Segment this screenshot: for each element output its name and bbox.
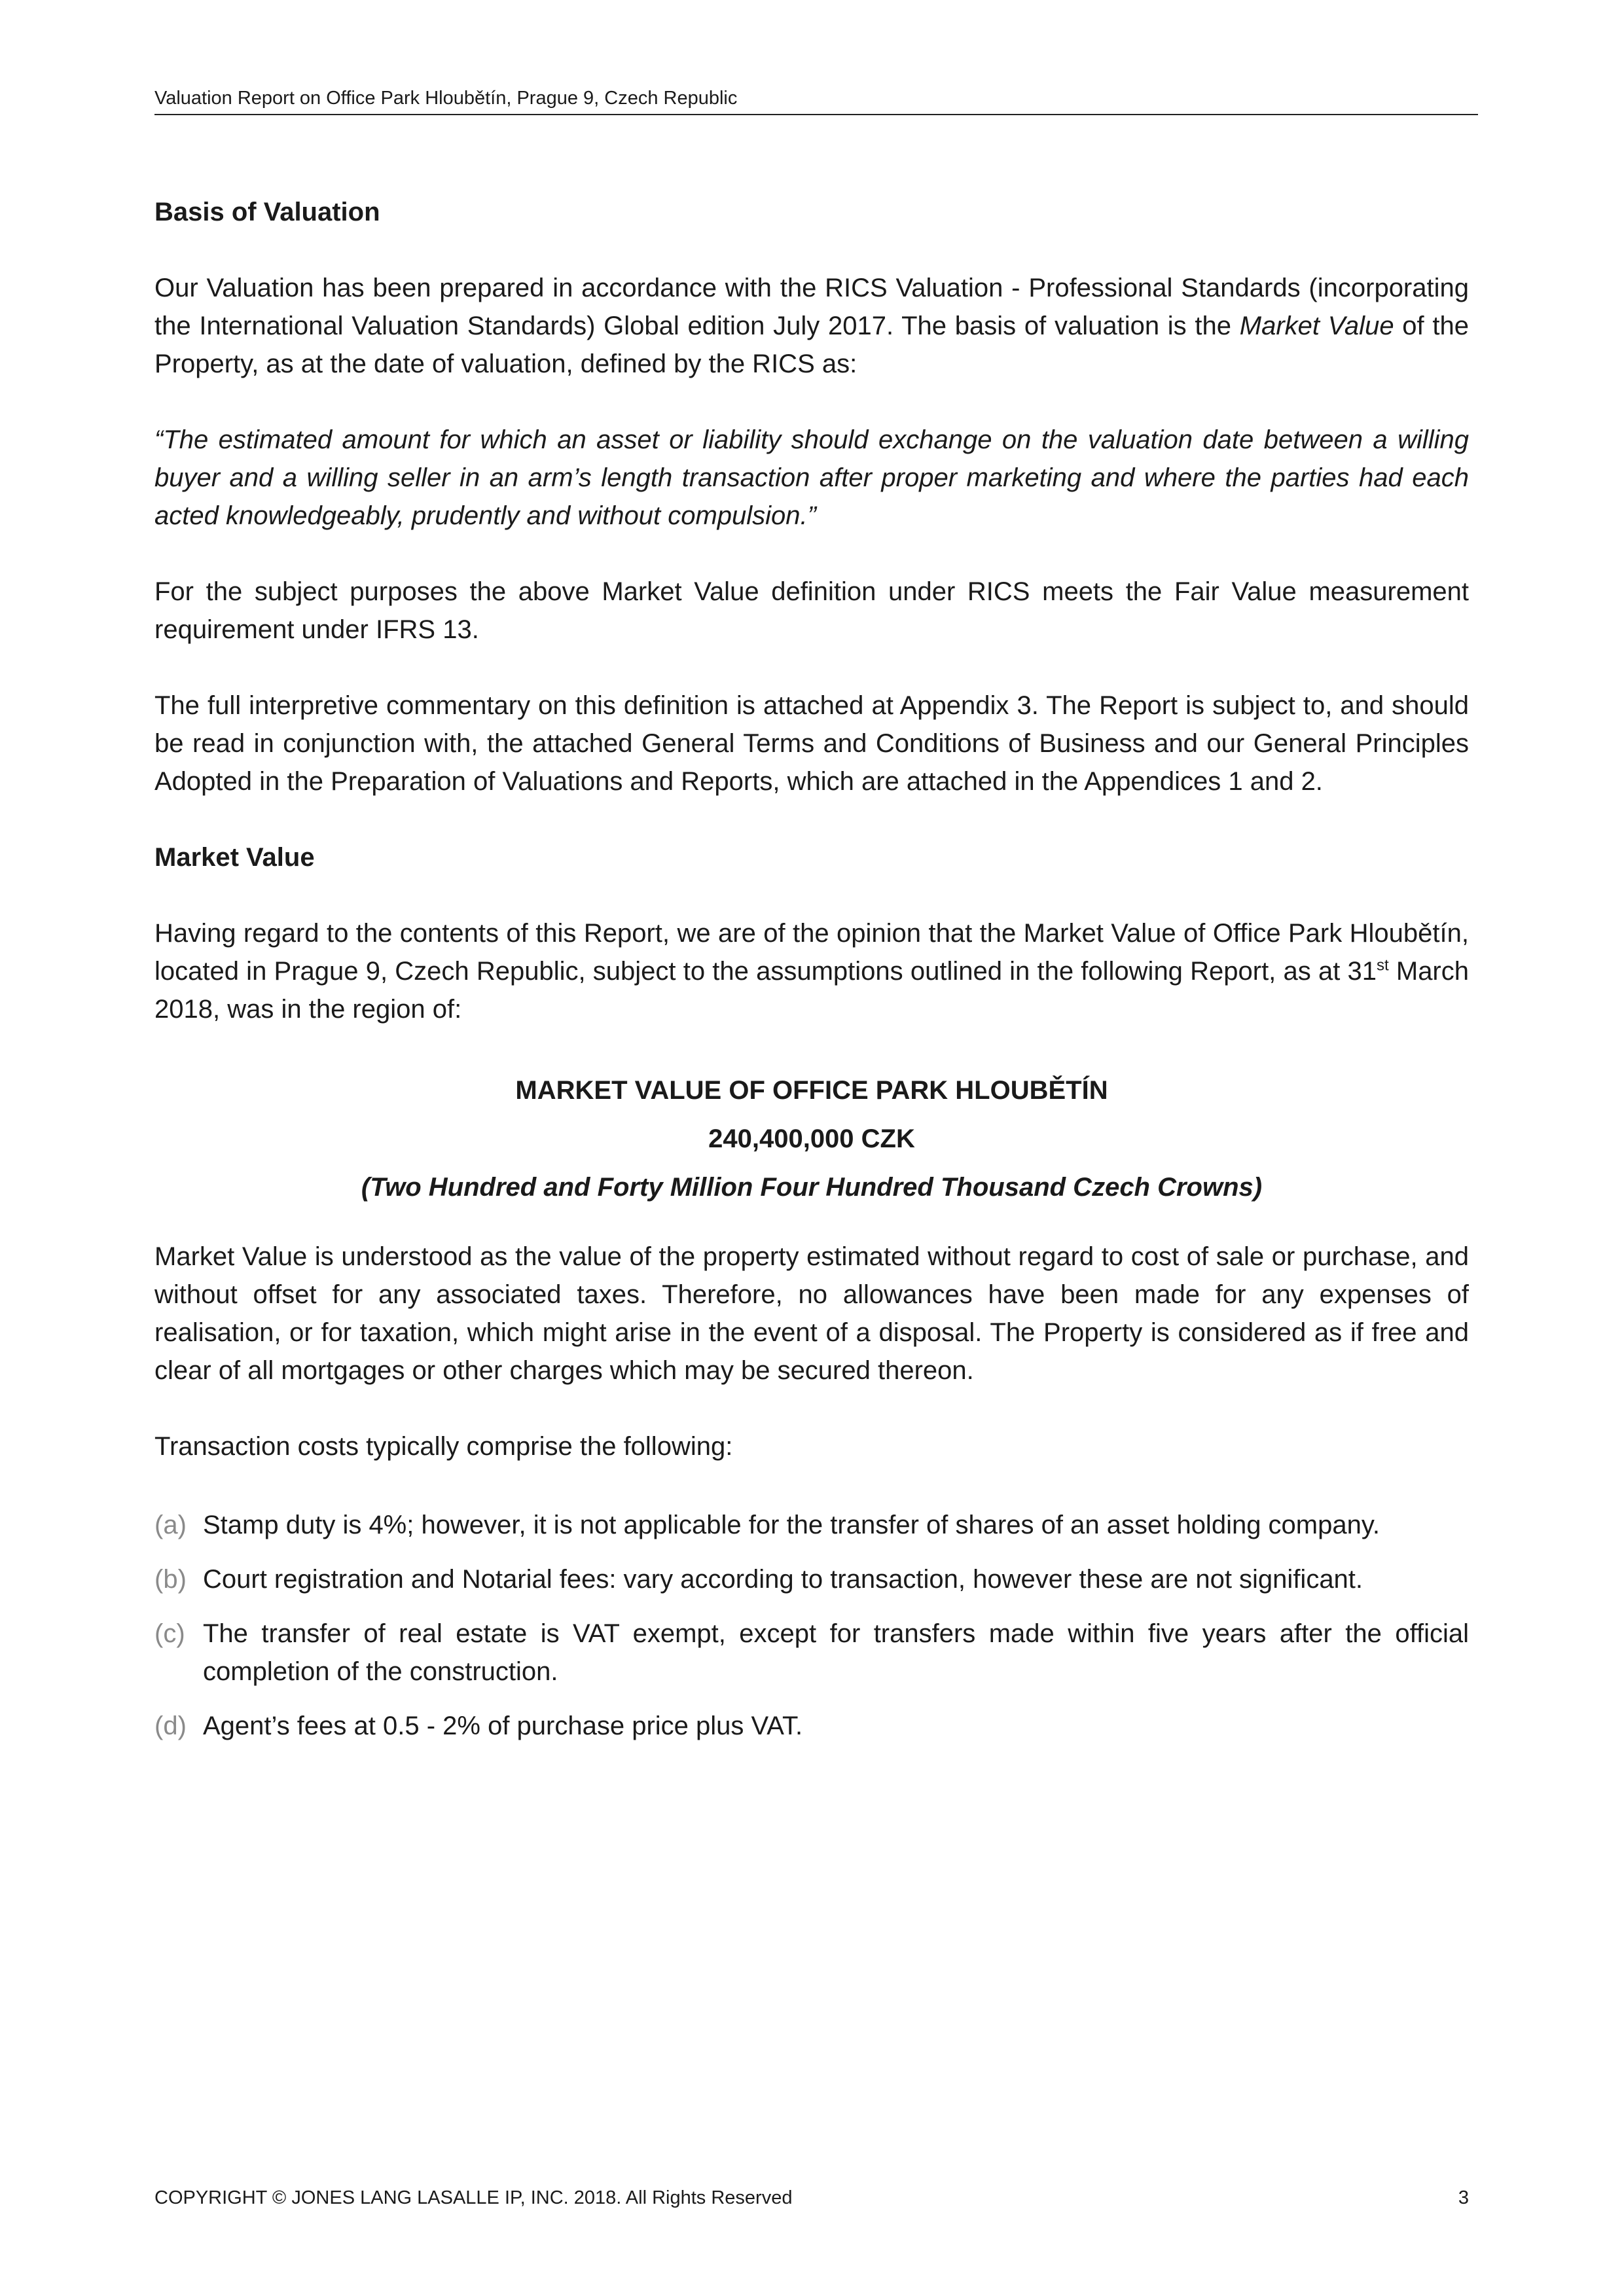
- copyright-notice: COPYRIGHT © JONES LANG LASALLE IP, INC. 2018. All Rights Reserved: [154, 2187, 793, 2208]
- market-paragraph-3: Transaction costs typically comprise the following:: [154, 1432, 733, 1461]
- page-number: 3: [1458, 2187, 1469, 2208]
- list-item: (d) Agent’s fees at 0.5 - 2% of purchase price plus VAT.: [154, 1707, 1469, 1745]
- list-item: (c) The transfer of real estate is VAT exempt, except for transfers made within five years after the official completion of the construction.: [154, 1615, 1469, 1691]
- basis-paragraph-2: For the subject purposes the above Market Value definition under RICS meets the Fair Value measurement requirement under IFRS 13.: [154, 577, 1469, 644]
- market-value-statement: [154, 1066, 1469, 1211]
- page-footer: [154, 2185, 1469, 2211]
- basis-paragraph-1: Our Valuation has been prepared in accordance with the RICS Valuation - Professional Standards (incorporating the International Valuation Standards) Global edition July 2017. The basis of valuation is the Market Value of the Property, as at the date of valuation, defined by the RICS as:: [154, 274, 1469, 378]
- basis-paragraph-3: The full interpretive commentary on this definition is attached at Appendix 3. The Report is subject to, and should be read in conjunction with, the attached General Terms and Conditions of Business and our General Principles Adopted in the Preparation of Valuations and Reports, which are attached in the Appendices 1 and 2.: [154, 691, 1469, 796]
- list-marker: (d): [154, 1712, 187, 1740]
- list-item: (b) Court registration and Notarial fees: vary according to transaction, however these are not significant.: [154, 1560, 1469, 1598]
- transaction-costs-list: [154, 1506, 1469, 1745]
- market-value-in-words: (Two Hundred and Forty Million Four Hundred Thousand Czech Crowns): [361, 1173, 1263, 1202]
- market-value-title: MARKET VALUE OF OFFICE PARK HLOUBĚTÍN: [515, 1076, 1108, 1105]
- list-marker: (c): [154, 1619, 185, 1648]
- market-value-amount: 240,400,000 CZK: [708, 1124, 915, 1153]
- report-body: [154, 193, 1469, 1761]
- header-title: Valuation Report on Office Park Hloubětín, Prague 9, Czech Republic: [154, 88, 738, 109]
- market-paragraph-2: Market Value is understood as the value of the property estimated without regard to cost of sale or purchase, and without offset for any associated taxes. Therefore, no allowances have been made for any expenses of realisation, or for taxation, which might arise in the event of a disposal. The Property is considered as if free and clear of all mortgages or other charges which may be secured thereon.: [154, 1242, 1469, 1385]
- market-paragraph-1: Having regard to the contents of this Report, we are of the opinion that the Market Value of Office Park Hloubětín, located in Prague 9, Czech Republic, subject to the assumptions outlined in the following Report, as at 31st March 2018, was in the region of:: [154, 919, 1470, 1024]
- section-heading-basis: Basis of Valuation: [154, 198, 380, 226]
- rics-definition-quote: “The estimated amount for which an asset or liability should exchange on the valuation date between a willing buyer and a willing seller in an arm’s length transaction after proper marketing and where the parties had each acted knowledgeably, prudently and without compulsion.”: [154, 425, 1469, 530]
- list-item: (a) Stamp duty is 4%; however, it is not applicable for the transfer of shares of an asset holding company.: [154, 1506, 1469, 1544]
- section-heading-market-value: Market Value: [154, 843, 315, 872]
- list-marker: (b): [154, 1565, 187, 1594]
- list-marker: (a): [154, 1511, 187, 1539]
- page-header: [154, 85, 1478, 115]
- market-value-term: Market Value: [1239, 312, 1394, 340]
